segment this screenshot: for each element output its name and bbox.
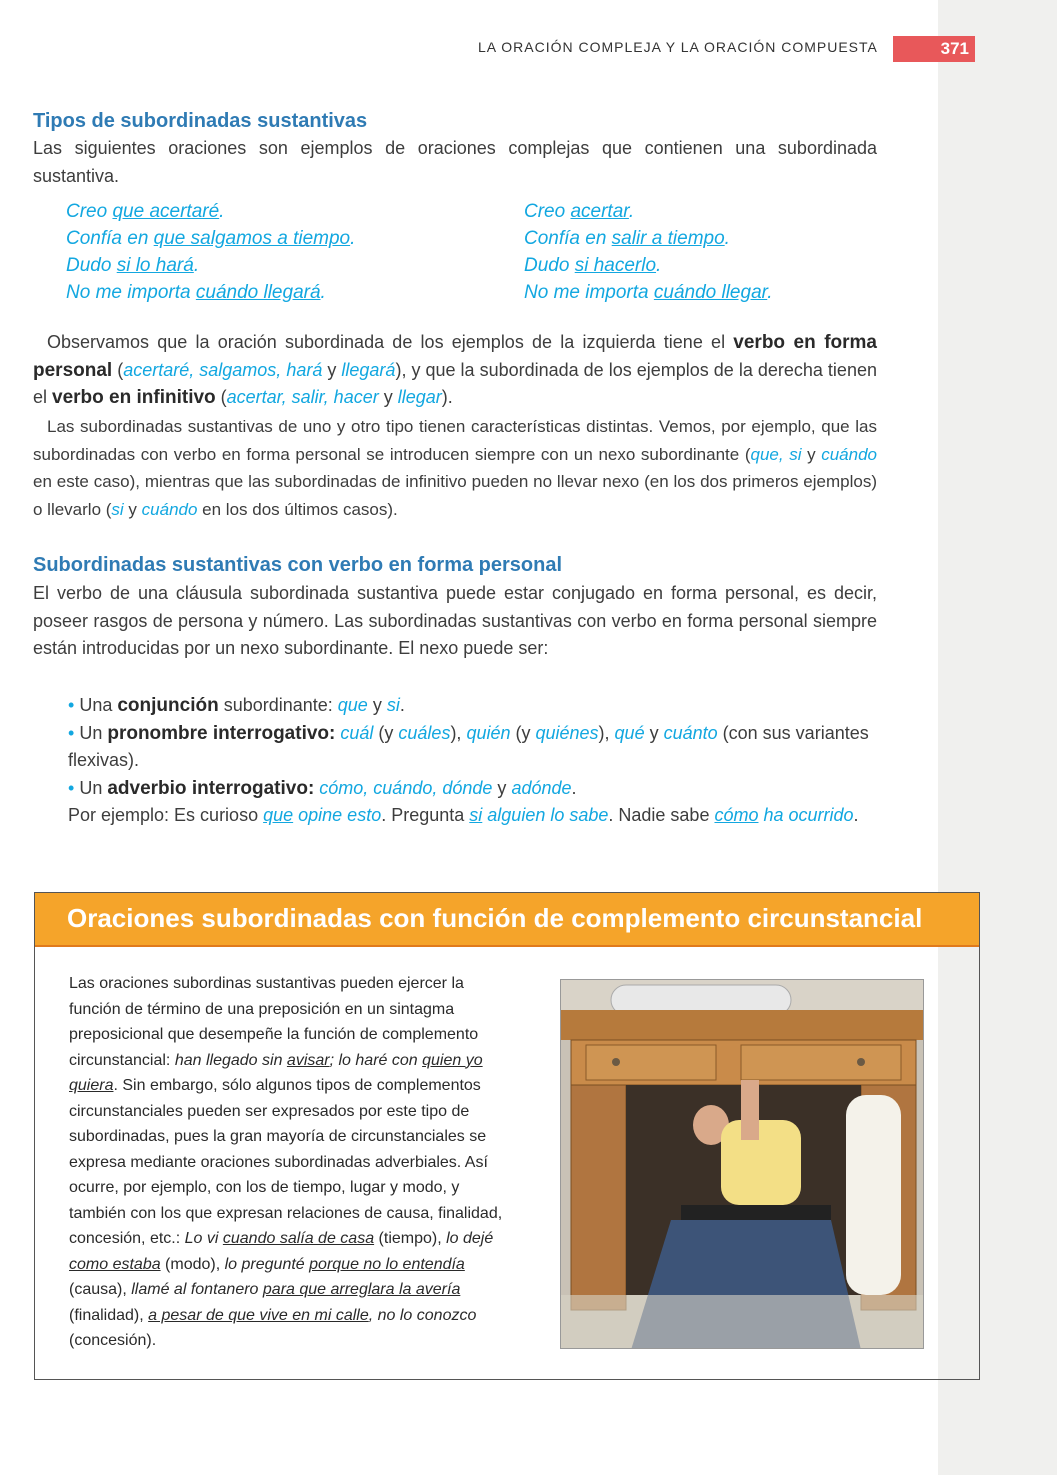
list-item: • Un adverbio interrogativo: cómo, cuándo, dónde y adónde. <box>68 777 577 799</box>
example-line: No me importa cuándo llegar. <box>524 282 773 303</box>
complemento-box <box>34 892 980 1380</box>
nexo-list <box>68 692 878 830</box>
box-title-bar <box>35 893 979 947</box>
bullet-icon: • <box>68 722 75 743</box>
box-text: Las oraciones subordinas sustantivas pueden ejercer la función de término de una preposición en un sintagma preposicional que desempeñe la función de complemento circunstancial: han llegado sin avisar; lo haré con quien yo quiera. Sin embargo, sólo algunos tipos de complementos circunstanciales pueden ser expresados por este tipo de subordinadas, pues la gran mayoría de circunstanciales se expresa mediante oraciones subordinadas adverbiales. Así ocurre, por ejemplo, con los de tiempo, lugar y modo, y también con los que expresan relaciones de causa, finalidad, concesión, etc.: Lo vi cuando salía de casa (tiempo), lo dejé como estaba (modo), lo pregunté porque no lo entendía (causa), llamé al fontanero para que arreglara la avería (finalidad), a pesar de que vive en mi calle, no lo conozco (concesión). <box>69 975 503 1349</box>
example-line: Confía en salir a tiempo. <box>524 228 730 249</box>
running-header: LA ORACIÓN COMPLEJA Y LA ORACIÓN COMPUESTA <box>478 39 878 55</box>
bullet-icon: • <box>68 695 75 715</box>
section2-intro: El verbo de una cláusula subordinada sustantiva puede estar conjugado en forma personal, es decir, poseer rasgos de persona y número. Las subordinadas sustantivas con verbo en forma personal siempre están introducidas por un nexo subordinante. El nexo puede ser: <box>33 583 877 658</box>
bullet-icon: • <box>68 777 75 798</box>
plumber-photo <box>560 979 924 1349</box>
box-title: Oraciones subordinadas con función de complemento circunstancial <box>67 903 923 933</box>
paragraph-observamos: Observamos que la oración subordinada de los ejemplos de la izquierda tiene el verbo en forma personal (acertaré, salgamos, hará y llegará), y que la subordinada de los ejemplos de la derecha tienen el verbo en infinitivo (acertar, salir, hacer y llegar). <box>33 332 878 408</box>
section-title-forma-personal: Subordinadas sustantivas con verbo en forma personal <box>33 554 563 576</box>
paragraph-caracteristicas: Las subordinadas sustantivas de uno y otro tipo tienen características distintas. Vemos, por ejemplo, que las subordinadas con verbo en forma personal se introducen siempre con un nexo subordinante (que, si y cuándo en este caso), mientras que las subordinadas de infinitivo pueden no llevar nexo (en los dos primeros ejemplos) o llevarlo (si y cuándo en los dos últimos casos). <box>33 417 877 519</box>
section1-intro: Las siguientes oraciones son ejemplos de oraciones complejas que contienen una subordinada sustantiva. <box>33 138 877 186</box>
section-title-tipos: Tipos de subordinadas sustantivas <box>33 110 368 132</box>
example-line: Creo que acertaré. <box>66 201 225 222</box>
list-item: • Un pronombre interrogativo: cuál (y cuáles), quién (y quiénes), qué y cuánto (con sus variantes flexivas). <box>68 722 869 770</box>
page-number: 371 <box>893 36 975 62</box>
examples-left <box>66 198 355 306</box>
example-paragraph: Por ejemplo: Es curioso que opine esto. Pregunta si alguien lo sabe. Nadie sabe cómo ha ocurrido. <box>68 805 859 825</box>
example-line: Dudo si hacerlo. <box>524 255 662 276</box>
example-line: No me importa cuándo llegará. <box>66 282 326 303</box>
list-item: • Una conjunción subordinante: que y si. <box>68 695 405 716</box>
examples-right <box>524 198 773 306</box>
example-line: Dudo si lo hará. <box>66 255 200 276</box>
plumber-illustration <box>561 980 924 1349</box>
example-line: Creo acertar. <box>524 201 635 222</box>
example-line: Confía en que salgamos a tiempo. <box>66 228 356 249</box>
